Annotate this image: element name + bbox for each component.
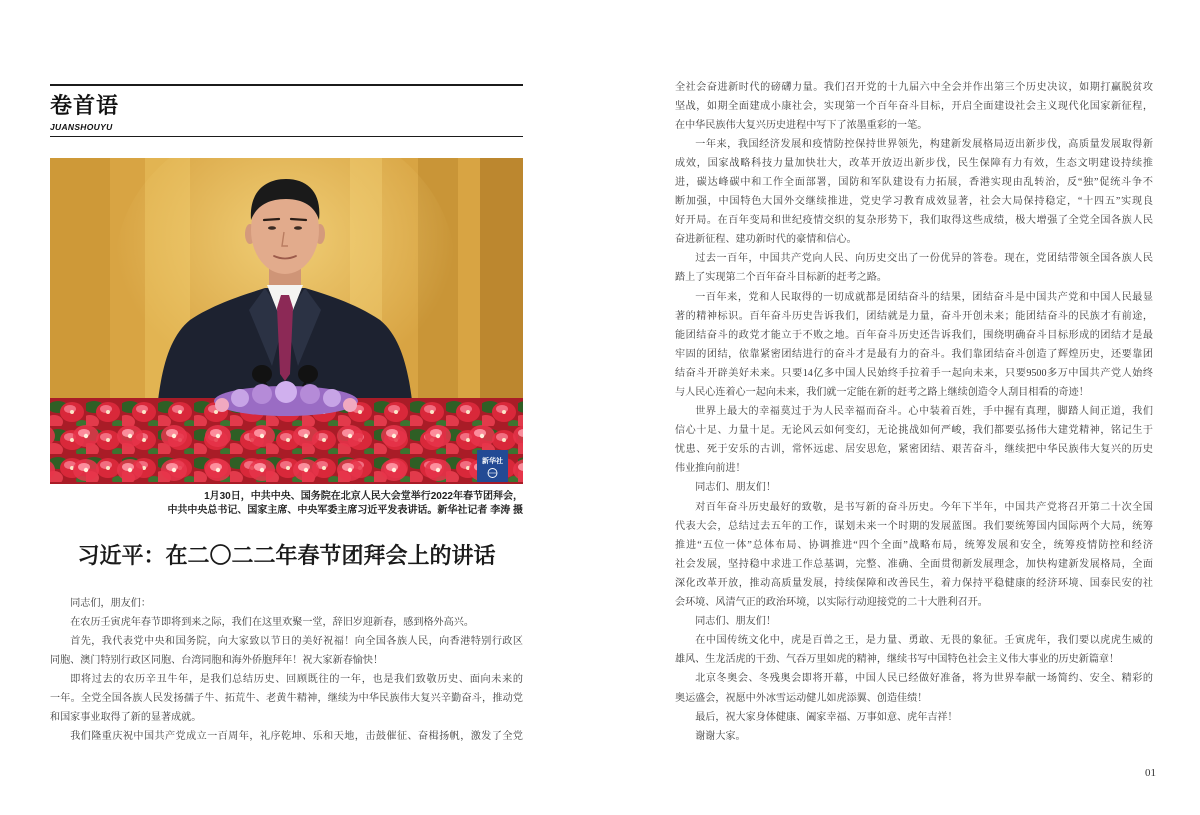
article-title: 习近平：在二〇二二年春节团拜会上的讲话	[77, 543, 496, 569]
body-paragraph	[675, 135, 1153, 250]
body-text-line: 在农历壬寅虎年春节即将到来之际，我们在这里欢聚一堂，辞旧岁迎新春，感到格外高兴。	[70, 616, 474, 628]
body-text-line: 坚战，如期全面建成小康社会，实现第一个百年奋斗目标，开启全面建设社会主义现代化国家新征程，	[675, 100, 1153, 112]
body-text-line: 世界上最大的幸福莫过于为人民幸福而奋斗。心中装着百姓，手中握有真理，脚踏人间正道，我们	[695, 406, 1153, 418]
body-text-line: 和国家事业取得了新的显著成就。	[50, 712, 202, 724]
body-text-line: 代表大会，总结过去五年的工作，谋划未来一个时期的发展蓝图。我们要统筹国内国际两个大局，统筹	[675, 520, 1153, 532]
body-text-line: 雄风、生龙活虎的干劲、气吞万里如虎的精神，继续书写中国特色社会主义伟大事业的历史新篇章！	[675, 654, 1120, 666]
body-paragraph	[675, 402, 1153, 478]
body-paragraph	[50, 613, 523, 632]
body-paragraph	[675, 612, 1153, 631]
body-text-line: 牢固的团结，依靠紧密团结进行的奋斗才是最有力的奋斗。我们靠团结奋斗创造了辉煌历史，还要靠团	[675, 348, 1153, 360]
body-text-line: 同志们、朋友们！	[695, 616, 776, 628]
body-text-line: 奥运盛会，祝愿中外冰雪运动健儿如虎添翼、创造佳绩！	[675, 692, 928, 704]
body-paragraph	[675, 669, 1153, 707]
body-paragraph	[50, 727, 523, 746]
body-text-line: 信心十足、力量十足。无论风云如何变幻，无论挑战如何严峻，我们都要弘扬伟大建党精神，铭记生于	[675, 425, 1153, 437]
body-text-line: 同志们，朋友们：	[70, 597, 151, 609]
news-agency-logo-text: 新华社	[482, 458, 503, 465]
photo-caption	[50, 490, 523, 518]
news-photo-graphic	[50, 158, 523, 484]
body-paragraph	[675, 708, 1153, 727]
body-paragraph	[675, 727, 1153, 746]
article-body-left	[50, 594, 523, 747]
body-text-line: 奋进新征程、建功新时代的豪情和信心。	[675, 234, 857, 246]
body-paragraph	[675, 498, 1153, 613]
body-paragraph	[50, 594, 523, 613]
body-text-line: 在中华民族伟大复兴历史进程中写下了浓墨重彩的一笔。	[675, 119, 928, 131]
body-text-line: 与人民心连着心一起向未来，我们就一定能在新的赶考之路上继续创造令人刮目相看的奇迹！	[675, 387, 1089, 398]
body-text-line: 社会发展，坚持稳中求进工作总基调，完整、准确、全面贯彻新发展理念，加快构建新发展格局，全面	[675, 558, 1153, 570]
body-text-line: 忧患、死于安乐的古训，常怀远虑、居安思危，紧密团结、艰苦奋斗，继续把中华民族伟大复兴的历史	[675, 444, 1153, 456]
body-text-line: 成效，国家战略科技力量加快壮大，改革开放迈出新步伐，民生保障有力有效，生态文明建设持续推	[675, 157, 1153, 169]
body-paragraph	[50, 670, 523, 727]
body-text-line: 著的精神标识。百年奋斗历史告诉我们，团结就是力量，奋斗开创未来；能团结奋斗的民族才有前途，	[675, 310, 1153, 322]
body-text-line: 能团结奋斗的政党才能立于不败之地。百年奋斗历史还告诉我们，围绕明确奋斗目标形成的团结才是最	[675, 329, 1153, 341]
body-paragraph	[675, 631, 1153, 669]
body-text-line: 全社会奋进新时代的磅礴力量。我们召开党的十九届六中全会并作出第三个历史决议，如期打赢脱贫攻	[675, 81, 1153, 93]
body-text-line: 进，碳达峰碳中和工作全面部署，国防和军队建设有力拓展，香港实现由乱转治，反“独”促统斗争不	[675, 176, 1153, 188]
section-title: 卷首语	[50, 93, 120, 119]
caption-line: 中共中央总书记、国家主席、中央军委主席习近平发表讲话。新华社记者 李涛 摄	[167, 505, 523, 516]
body-text-line: 首先，我代表党中央和国务院，向大家致以节日的美好祝福！向全国各族人民，向香港特别行政区	[70, 635, 523, 647]
page-number: 01	[1145, 767, 1156, 779]
body-text-line: 对百年奋斗历史最好的致敬，是书写新的奋斗历史。今年下半年，中国共产党将召开第二十次全国	[695, 501, 1153, 513]
body-text-line: 一年来，我国经济发展和疫情防控保持世界领先，构建新发展格局迈出新步伐，高质量发展取得新	[695, 138, 1153, 150]
body-text-line: 谢谢大家。	[695, 730, 746, 742]
body-text-line: 推进“五位一体”总体布局、协调推进“四个全面”战略布局，统筹发展和安全，统筹疫情防控和经济	[675, 539, 1153, 551]
body-paragraph	[675, 249, 1153, 287]
body-paragraph	[50, 632, 523, 670]
body-text-line: 在中国传统文化中，虎是百兽之王，是力量、勇敢、无畏的象征。壬寅虎年，我们要以虎虎生威的	[695, 635, 1153, 647]
header-rule-top	[50, 84, 523, 86]
body-text-line: 同胞、澳门特别行政区同胞、台湾同胞和海外侨胞拜年！祝大家新春愉快！	[50, 654, 384, 666]
caption-line: 1月30日，中共中央、国务院在北京人民大会堂举行2022年春节团拜会，	[204, 491, 523, 502]
header-rule-bottom	[50, 136, 523, 137]
body-text-line: 过去一百年，中国共产党向人民、向历史交出了一份优异的答卷。现在，党团结带领全国各族人民	[695, 253, 1153, 265]
body-text-line: 踏上了实现第二个百年奋斗目标新的赶考之路。	[675, 272, 887, 284]
news-agency-logo	[477, 450, 508, 482]
body-text-line: 最后，祝大家身体健康、阖家幸福、万事如意、虎年吉祥！	[695, 711, 958, 723]
news-photo	[50, 158, 523, 484]
body-text-line: 伟业推向前进！	[675, 463, 746, 475]
body-text-line: 北京冬奥会、冬残奥会即将开幕，中国人民已经做好准备，将为世界奉献一场简约、安全、精彩的	[695, 673, 1153, 685]
body-text-line: 结奋斗开辟美好未来。只要14亿多中国人民始终手拉着手一起向未来，只要9500多万中国共产党人始终	[675, 367, 1153, 379]
body-text-line: 会环境、风清气正的政治环境，以实际行动迎接党的二十大胜利召开。	[675, 597, 988, 609]
body-text-line: 即将过去的农历辛丑牛年，是我们总结历史、回顾既往的一年，也是我们致敬历史、面向未来的	[70, 673, 523, 685]
body-text-line: 同志们、朋友们！	[695, 482, 776, 494]
body-text-line: 一年。全党全国各族人民发扬孺子牛、拓荒牛、老黄牛精神，继续为中华民族伟大复兴辛勤奋斗，推动党	[50, 692, 523, 704]
section-subtitle: JUANSHOUYU	[50, 122, 113, 132]
body-paragraph	[675, 288, 1153, 403]
body-paragraph	[675, 78, 1153, 135]
body-text-line: 断加强，中国特色大国外交继续推进，党史学习教育成效显著，社会大局保持稳定，“十四五”实现良	[675, 196, 1153, 208]
body-text-line: 一百年来，党和人民取得的一切成就都是团结奋斗的结果，团结奋斗是中国共产党和中国人民最显	[695, 291, 1153, 303]
body-paragraph	[675, 478, 1153, 497]
body-text-line: 好开局。在百年变局和世纪疫情交织的复杂形势下，我们取得这些成绩，极大增强了全党全国各族人民	[675, 215, 1153, 227]
body-text-line: 深化改革开放，推动高质量发展，持续保障和改善民生，着力保持平稳健康的经济环境、国泰民安的社	[675, 577, 1153, 589]
body-text-line: 我们隆重庆祝中国共产党成立一百周年，礼序乾坤、乐和天地，击鼓催征、奋楫扬帆，激发了全党	[70, 731, 523, 743]
article-body-right	[675, 78, 1153, 746]
